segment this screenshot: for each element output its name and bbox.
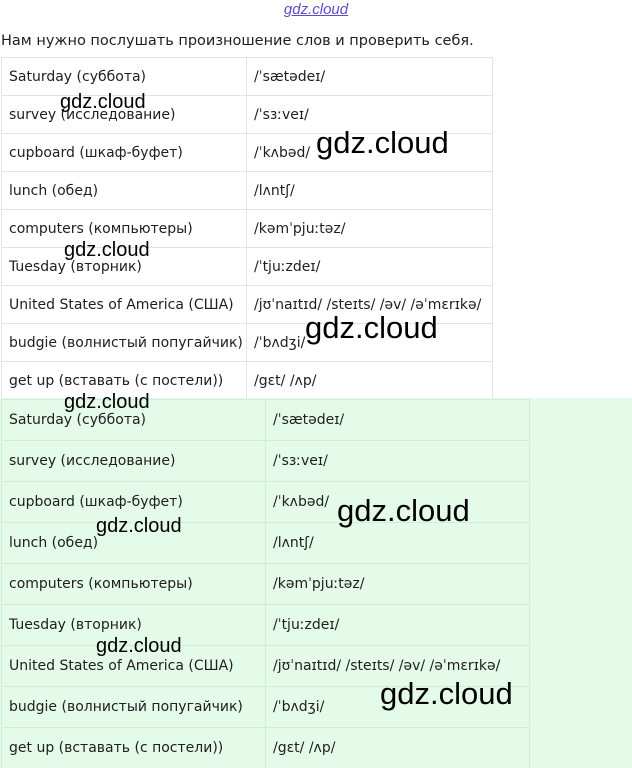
- watermark: gdz.cloud: [305, 310, 438, 345]
- transcription-cell: /kəmˈpjuːtəz/: [266, 564, 530, 605]
- table-row: [2, 172, 493, 210]
- transcription-cell: /ˈtjuːzdeɪ/: [247, 248, 493, 286]
- intro-text: Нам нужно послушать произношение слов и проверить себя.: [1, 33, 474, 49]
- word-cell: survey (исследование): [2, 96, 247, 134]
- table-row: [2, 441, 530, 482]
- word-cell: United States of America (США): [2, 286, 247, 324]
- word-cell: budgie (волнистый попугайчик): [2, 324, 247, 362]
- transcription-cell: /lʌntʃ/: [266, 523, 530, 564]
- word-cell: computers (компьютеры): [2, 564, 266, 605]
- transcription-cell: /jʊˈnaɪtɪd/ /steɪts/ /əv/ /əˈmɛrɪkə/: [247, 286, 493, 324]
- transcription-cell: /lʌntʃ/: [247, 172, 493, 210]
- word-cell: survey (исследование): [2, 441, 266, 482]
- transcription-cell: /kəmˈpjuːtəz/: [247, 210, 493, 248]
- word-cell: lunch (обед): [2, 523, 266, 564]
- watermark: gdz.cloud: [64, 391, 150, 413]
- transcription-cell: /gɛt/ /ʌp/: [247, 362, 493, 400]
- watermark: gdz.cloud: [96, 515, 182, 537]
- table-row: [2, 605, 530, 646]
- word-cell: cupboard (шкаф-буфет): [2, 482, 266, 523]
- transcription-cell: /ˈtjuːzdeɪ/: [266, 605, 530, 646]
- table-row: [2, 523, 530, 564]
- watermark: gdz.cloud: [96, 635, 182, 657]
- word-cell: cupboard (шкаф-буфет): [2, 134, 247, 172]
- word-cell: Saturday (суббота): [2, 400, 266, 441]
- watermark: gdz.cloud: [337, 493, 470, 528]
- word-cell: computers (компьютеры): [2, 210, 247, 248]
- table-row: [2, 58, 493, 96]
- word-cell: United States of America (США): [2, 646, 266, 687]
- transcription-cell: /ˈsætədeɪ/: [247, 58, 493, 96]
- word-cell: lunch (обед): [2, 172, 247, 210]
- table-row: [2, 564, 530, 605]
- word-cell: Tuesday (вторник): [2, 248, 247, 286]
- word-cell: Tuesday (вторник): [2, 605, 266, 646]
- word-cell: get up (вставать (с постели)): [2, 728, 266, 768]
- transcription-cell: /ˈkʌbəd/: [247, 134, 493, 172]
- transcription-cell: /ˈkʌbəd/: [266, 482, 530, 523]
- transcription-cell: /jʊˈnaɪtɪd/ /steɪts/ /əv/ /əˈmɛrɪkə/: [266, 646, 530, 687]
- transcription-cell: /ˈsɜːveɪ/: [247, 96, 493, 134]
- watermark: gdz.cloud: [380, 676, 513, 711]
- watermark: gdz.cloud: [60, 91, 146, 113]
- transcription-cell: /ˈsætədeɪ/: [266, 400, 530, 441]
- pronunciation-table-answer-body: [2, 400, 530, 768]
- watermark: gdz.cloud: [316, 125, 449, 160]
- watermark: gdz.cloud: [64, 239, 150, 261]
- pronunciation-table-answer: [1, 399, 530, 768]
- transcription-cell: /ˈbʌdʒi/: [247, 324, 493, 362]
- site-title-link[interactable]: gdz.cloud: [283, 1, 349, 18]
- transcription-cell: /gɛt/ /ʌp/: [266, 728, 530, 768]
- transcription-cell: /ˈsɜːveɪ/: [266, 441, 530, 482]
- word-cell: get up (вставать (с постели)): [2, 362, 247, 400]
- word-cell: Saturday (суббота): [2, 58, 247, 96]
- word-cell: budgie (волнистый попугайчик): [2, 687, 266, 728]
- table-row: [2, 728, 530, 768]
- transcription-cell: /ˈbʌdʒi/: [266, 687, 530, 728]
